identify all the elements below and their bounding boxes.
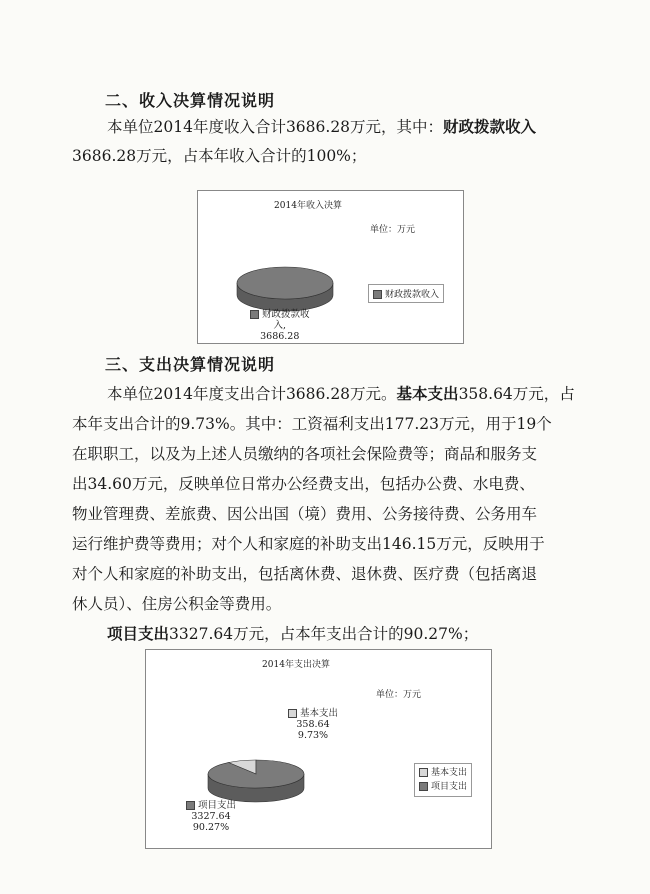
expense-chart bbox=[145, 649, 492, 849]
basic-label-percent: 9.73% bbox=[297, 730, 329, 741]
expense-line-2: 本年支出合计的9.73%。其中：工资福利支出177.23万元，用于19个 bbox=[72, 415, 552, 433]
expense-line-9-text: 3327.64万元，占本年支出合计的90.27%； bbox=[169, 625, 479, 643]
expense-chart-title: 2014年支出决算 bbox=[262, 660, 330, 670]
income-label-line-2: 入, bbox=[273, 320, 287, 331]
income-chart-unit: 单位：万元 bbox=[370, 225, 416, 235]
income-label-line-1: 财政拨款收 bbox=[262, 309, 310, 320]
expense-line-4: 出34.60万元，反映单位日常办公经费支出，包括办公费、水电费、 bbox=[72, 475, 535, 493]
expense-line-3: 在职职工，以及为上述人员缴纳的各项社会保险费等；商品和服务支 bbox=[72, 445, 538, 463]
expense-line-9-bold: 项目支出 bbox=[107, 624, 170, 643]
expense-line-1-bold: 基本支出 bbox=[396, 384, 459, 403]
income-line-1-bold: 财政拨款收入 bbox=[443, 117, 537, 136]
expense-chart-legend bbox=[414, 763, 472, 797]
expense-line-1-suffix: 358.64万元，占 bbox=[458, 385, 575, 403]
income-pie bbox=[198, 191, 463, 343]
project-label-value: 3327.64 bbox=[191, 811, 231, 822]
expense-line-7: 对个人和家庭的补助支出，包括离休费、退休费、医疗费（包括离退 bbox=[72, 565, 538, 583]
income-chart bbox=[197, 190, 464, 344]
income-line-1 bbox=[107, 117, 536, 137]
basic-data-label bbox=[288, 708, 338, 741]
project-label-name: 项目支出 bbox=[198, 800, 237, 811]
expense-line-1 bbox=[107, 384, 575, 404]
expense-line-8: 休人员）、住房公积金等费用。 bbox=[72, 595, 282, 613]
income-data-label bbox=[250, 309, 310, 342]
expense-line-6: 运行维护费等费用；对个人和家庭的补助支出146.15万元，反映用于 bbox=[72, 535, 545, 553]
legend-item-project bbox=[419, 780, 467, 794]
legend-label-project: 项目支出 bbox=[431, 782, 468, 792]
income-line-1-text: 本单位2014年度收入合计3686.28万元，其中： bbox=[107, 118, 444, 136]
data-label-swatch-basic bbox=[288, 709, 297, 718]
expense-line-1-prefix: 本单位2014年度支出合计3686.28万元。 bbox=[107, 385, 397, 403]
legend-swatch-basic bbox=[419, 768, 428, 777]
legend-item-basic bbox=[419, 766, 467, 780]
income-chart-legend bbox=[368, 284, 444, 303]
income-chart-title: 2014年收入决算 bbox=[274, 201, 342, 211]
income-line-2: 3686.28万元，占本年收入合计的100%； bbox=[72, 147, 367, 165]
income-label-line-3: 3686.28 bbox=[260, 331, 300, 342]
pie-slice-project bbox=[208, 760, 304, 788]
project-label-percent: 90.27% bbox=[192, 822, 230, 833]
legend-swatch-income bbox=[373, 290, 382, 299]
expense-line-5: 物业管理费、差旅费、因公出国（境）费用、公务接待费、公务用车 bbox=[72, 505, 538, 523]
section-heading-expense: 三、支出决算情况说明 bbox=[105, 355, 276, 374]
legend-label-basic: 基本支出 bbox=[431, 768, 468, 778]
data-label-swatch-project bbox=[186, 801, 195, 810]
pie-slice-income bbox=[237, 267, 333, 299]
basic-label-name: 基本支出 bbox=[300, 708, 339, 719]
expense-line-9 bbox=[107, 624, 478, 644]
project-data-label bbox=[186, 800, 236, 833]
data-label-swatch-income bbox=[250, 310, 259, 319]
legend-swatch-project bbox=[419, 782, 428, 791]
expense-chart-unit: 单位：万元 bbox=[376, 690, 422, 700]
section-heading-income: 二、收入决算情况说明 bbox=[105, 91, 276, 110]
basic-label-value: 358.64 bbox=[296, 719, 330, 730]
legend-label-income: 财政拨款收入 bbox=[385, 290, 440, 300]
